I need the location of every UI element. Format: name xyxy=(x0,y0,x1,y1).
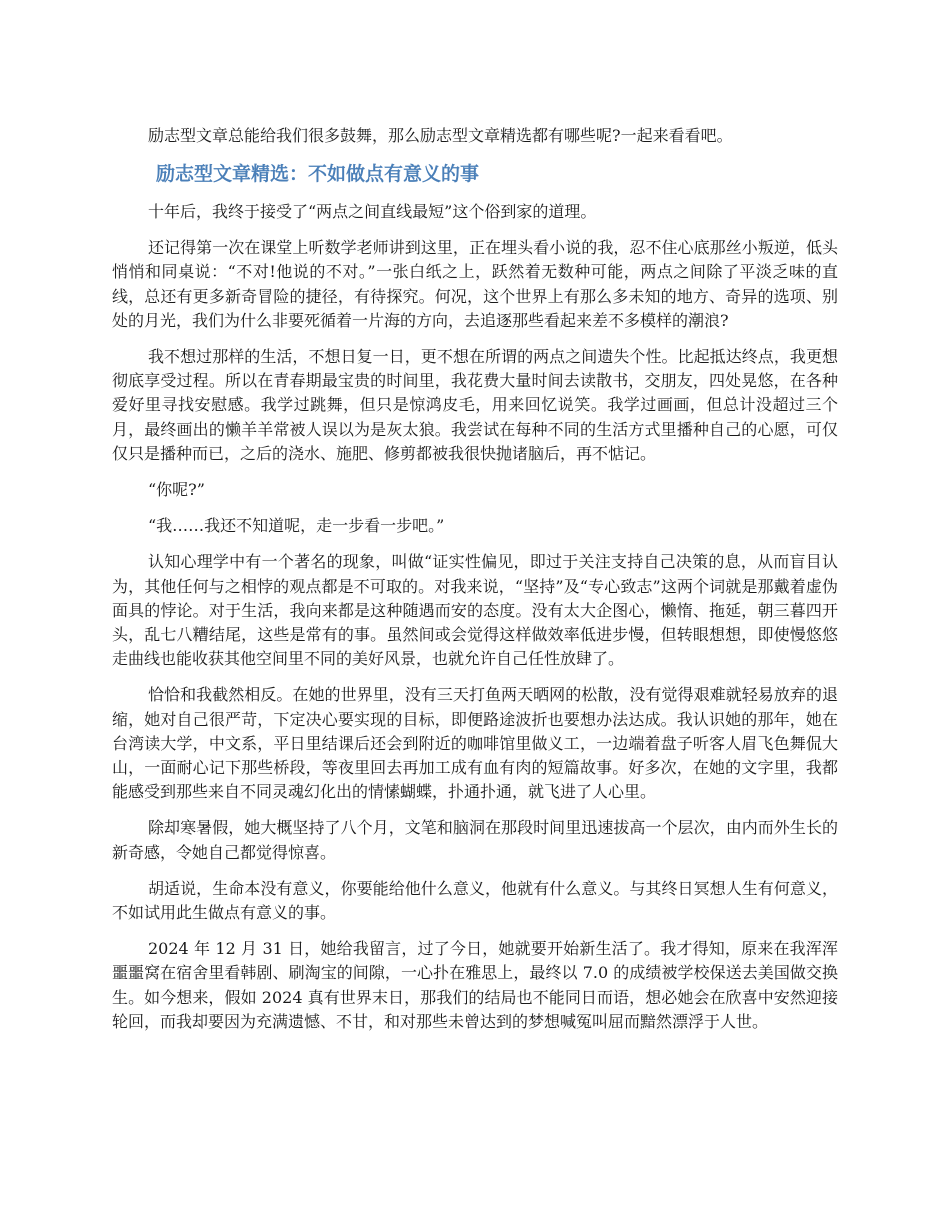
paragraph: 除却寒暑假，她大概坚持了八个月，文笔和脑洞在那段时间里迅速拔高一个层次，由内而外生长的新奇感，令她自己都觉得惊喜。 xyxy=(112,818,838,862)
paragraph: “你呢?” xyxy=(148,480,205,500)
paragraph: 恰恰和我截然相反。在她的世界里，没有三天打鱼两天晒网的松散，没有觉得艰难就轻易放弃的退缩，她对自己很严苛，下定决心要实现的目标，即便路途波折也要想办法达成。我认识她的那年，她在台湾读大学，中文系，平日里结课后还会到附近的咖啡馆里做义工，一边端着盘子听客人眉飞色舞侃大山，一面耐心记下那些桥段，等夜里回去再加工成有血有肉的短篇故事。好多次，在她的文字里，我都能感受到那些来自不同灵魂幻化出的情愫蝴蝶，扑通扑通，就飞进了人心里。 xyxy=(112,685,838,802)
article xyxy=(112,124,838,1046)
paragraph: 还记得第一次在课堂上听数学老师讲到这里，正在埋头看小说的我，忍不住心底那丝小叛逆，低头悄悄和同桌说：“不对!他说的不对。”一张白纸之上，跃然着无数种可能，两点之间除了平淡乏味的直线，总还有更多新奇冒险的捷径，有待探究。何况，这个世界上有那么多未知的地方、奇异的选项、别处的月光，我们为什么非要死循着一片海的方向，去追逐那些看起来差不多模样的潮浪? xyxy=(112,238,838,330)
paragraph: 认知心理学中有一个著名的现象，叫做“证实性偏见，即过于关注支持自己决策的息，从而盲目认为，其他任何与之相悖的观点都是不可取的。对我来说，“坚持”及“专心致志”这两个词就是那戴着虚伪面具的悖论。对于生活，我向来都是这种随遇而安的态度。没有太大企图心，懒惰、拖延，朝三暮四开头，乱七八糟结尾，这些是常有的事。虽然间或会觉得这样做效率低进步慢，但转眼想想，即使慢悠悠走曲线也能收获其他空间里不同的美好风景，也就允许自己任性放肆了。 xyxy=(112,552,838,669)
paragraph: 十年后，我终于接受了“两点之间直线最短”这个俗到家的道理。 xyxy=(148,202,597,221)
paragraph: 我不想过那样的生活，不想日复一日，更不想在所谓的两点之间遗失个性。比起抵达终点，我更想彻底享受过程。所以在青春期最宝贵的时间里，我花费大量时间去读散书，交朋友，四处晃悠，在各种爱好里寻找安慰感。我学过跳舞，但只是惊鸿皮毛，用来回忆说笑。我学过画画，但总计没超过三个月，最终画出的懒羊羊常被人误以为是灰太狼。我尝试在每种不同的生活方式里播种自己的心愿，可仅仅只是播种而已，之后的浇水、施肥、修剪都被我很快抛诸脑后，再不惦记。 xyxy=(112,347,838,463)
paragraph: 2024 年 12 月 31 日，她给我留言，过了今日，她就要开始新生活了。我才得知，原来在我浑浑噩噩窝在宿舍里看韩剧、刷淘宝的间隙，一心扑在雅思上，最终以 7.0 的成绩被学校保送去美国做交换生。如今想来，假如 2024 真有世界末日，那我们的结局也不能同日而语，想必她会在欣喜中安然迎接轮回，而我却要因为充满遗憾、不甘，和对那些未曾达到的梦想喊冤叫屈而黯然漂浮于人世。 xyxy=(112,939,838,1031)
intro-paragraph: 励志型文章总能给我们很多鼓舞，那么励志型文章精选都有哪些呢?一起来看看吧。 xyxy=(148,126,733,145)
paragraph: 胡适说，生命本没有意义，你要能给他什么意义，他就有什么意义。与其终日冥想人生有何意义，不如试用此生做点有意义的事。 xyxy=(112,878,838,923)
article-heading: 励志型文章精选：不如做点有意义的事 xyxy=(156,163,480,185)
paragraph: “我……我还不知道呢，走一步看一步吧。” xyxy=(148,516,445,536)
